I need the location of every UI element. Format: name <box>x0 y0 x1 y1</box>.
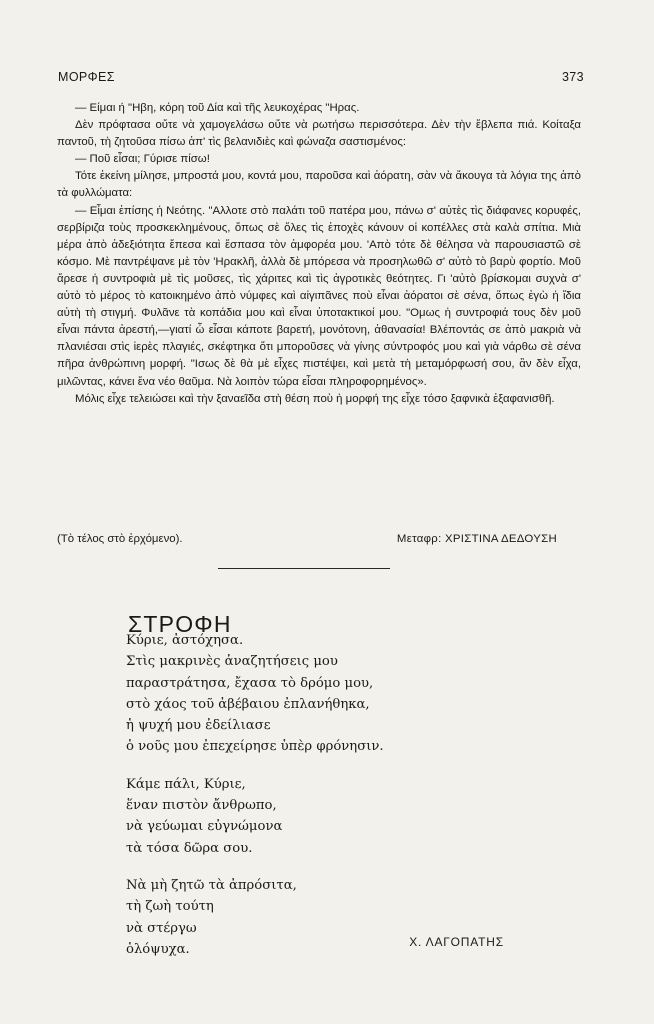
section-divider <box>218 568 390 569</box>
poem-author: Χ. ΛΑΓΟΠΑΤΗΣ <box>409 935 504 949</box>
poem-line: ὁλόψυχα. <box>126 941 190 957</box>
poem-line: τὴ ζωὴ τούτη <box>126 899 214 915</box>
poem-line: νὰ γεύωμαι εὐγνώμονα <box>126 819 283 835</box>
paragraph: — Εἶμαι ἐπίσης ἡ Νεότης. "Αλλοτε στὸ παλάτι τοῦ πατέρα μου, πάνω σ' αὐτὲς τὶς διάφανες κορυφές, σερβίριζα τοὺς προσκεκλημένους, ὅπως σὲ ὅλες τὶς ἐποχὲς κάνουν οἱ κοπέλλες στὰ καλὰ σπίτια. Μιὰ μέρα ἀπὸ ἀδεξιότητα ἔπεσα καὶ ἔσπασα τὸν ἀμφορέα μου. 'Απὸ τότε δὲ θέλησα νὰ παρουσιαστῶ σὲ κόσμο. Μὲ παντρέψανε μὲ τὸν 'Ηρακλῆ, ἀλλὰ δὲ μπόρεσα νὰ προσηλωθῶ σ' αὐτὸ τὸ βαρὺ φορτίο. Μοῦ ἄρεσε ἡ συντροφιὰ μὲ τὶς μοῦσες, τὶς χάριτες καὶ τὶς ἀγροτικὲς θεότητες. Γι 'αὐτὸ βρίσκομαι συχνὰ σ' αὐτὸ τὸ μέρος τὸ κατοικημένο ἀπὸ νύμφες καὶ αἰγιπᾶνες ποὺ εἶναι ἀόρατοι σὲ σένα, ὅπως ἐγὼ ἡ ἴδια αὐτὴ τὴ στιγμή. Φυλᾶνε τὰ κοπάδια μου καὶ εἶναι ὑποτακτικοί μου. "Ομως ἡ συντροφιά τους δὲν μοῦ εἶναι πάντα ἀρεστή,—γιατί ὦ εἶσαι κάποτε βαρετή, μονότονη, ἀθανασία! Βλέποντάς σε ἀπὸ μακριὰ νὰ πλανιέσαι στὶς ἱερὲς πλαγιές, σκέφτηκα ὅτι μποροῦσες νὰ γίνης σύντροφός μου καὶ γιὰ νάρθω σὲ σένα πῆρα ἀνθρώπινη μορφή. "Ισως δὲ θὰ μὲ εἶχες πιστέψει, καὶ μετὰ τὴ μεταμόρφωσή σου, ἂν δὲν εἶχα, μιλῶντας, κάνει ἕνα νέο θαῦμα. Νὰ λοιπὸν τώρα εἶσαι πληροφορημένος». <box>57 204 581 388</box>
continued-note: (Τὸ τέλος στὸ ἐρχόμενο). <box>57 533 183 545</box>
story-text <box>57 100 581 408</box>
page-number: 373 <box>561 70 584 84</box>
poem-line: Στὶς μακρινὲς ἀναζητήσεις μου <box>126 654 338 670</box>
paragraph: Τότε ἐκείνη μίλησε, μπροστά μου, κοντά μου, παροῦσα καὶ ἀόρατη, σὰν νὰ ἄκουγα τὰ λόγια της ἀπὸ τὰ φυλλώματα: <box>57 170 581 200</box>
paragraph: Μόλις εἶχε τελειώσει καὶ τὴν ξαναεῖδα στὴ θέση ποὺ ἡ μορφή της εἶχε τόσο ξαφνικὰ ἐξαφανισθῆ. <box>75 392 555 405</box>
poem-line: νὰ στέργω <box>126 920 197 936</box>
translator-credit: Μεταφρ: ΧΡΙΣΤΙΝΑ ΔΕΔΟΥΣΗ <box>396 533 557 545</box>
poem-line: ὁ νοῦς μου ἐπεχείρησε ὑπὲρ φρόνησιν. <box>126 739 384 755</box>
paragraph: Δὲν πρόφτασα οὔτε νὰ χαμογελάσω οὔτε νὰ ρωτήσω περισσότερα. Δὲν τὴν ἔβλεπα πιά. Κοίταξα παντοῦ, τὴ ζητοῦσα πίσω ἀπ' τὶς βελανιδιὲς καὶ φώναζα σαστισμένος: <box>57 119 581 149</box>
running-head <box>58 70 584 84</box>
poem-line: ἕναν πιστὸν ἄνθρωπο, <box>126 798 277 814</box>
stanza <box>126 630 546 758</box>
poem-line: στὸ χάος τοῦ ἀβέβαιου ἐπλανήθηκα, <box>126 696 370 712</box>
poem-line: Κάμε πάλι, Κύριε, <box>126 776 246 792</box>
paragraph: — Είμαι ή "Ηβη, κόρη τοῦ Δία καὶ τῆς λευκοχέρας "Ηρας. <box>75 102 360 114</box>
paragraph: — Ποῦ εἶσαι; Γύρισε πίσω! <box>75 153 210 166</box>
journal-title: ΜΟΡΦΕΣ <box>58 70 115 84</box>
poem-line: τὰ τόσα δῶρα σου. <box>126 840 253 856</box>
poem-body <box>126 630 546 976</box>
poem-line: Νὰ μὴ ζητῶ τὰ ἀπρόσιτα, <box>126 877 297 893</box>
poem-line: Κύριε, ἀστόχησα. <box>126 633 244 648</box>
stanza <box>126 774 546 859</box>
poem-title: ΣΤΡΟΦΗ <box>128 611 232 638</box>
story-credit <box>57 533 581 545</box>
poem-line: παραστράτησα, ἔχασα τὸ δρόμο μου, <box>126 675 374 691</box>
poem-line: ἡ ψυχή μου ἐδείλιασε <box>126 718 271 734</box>
